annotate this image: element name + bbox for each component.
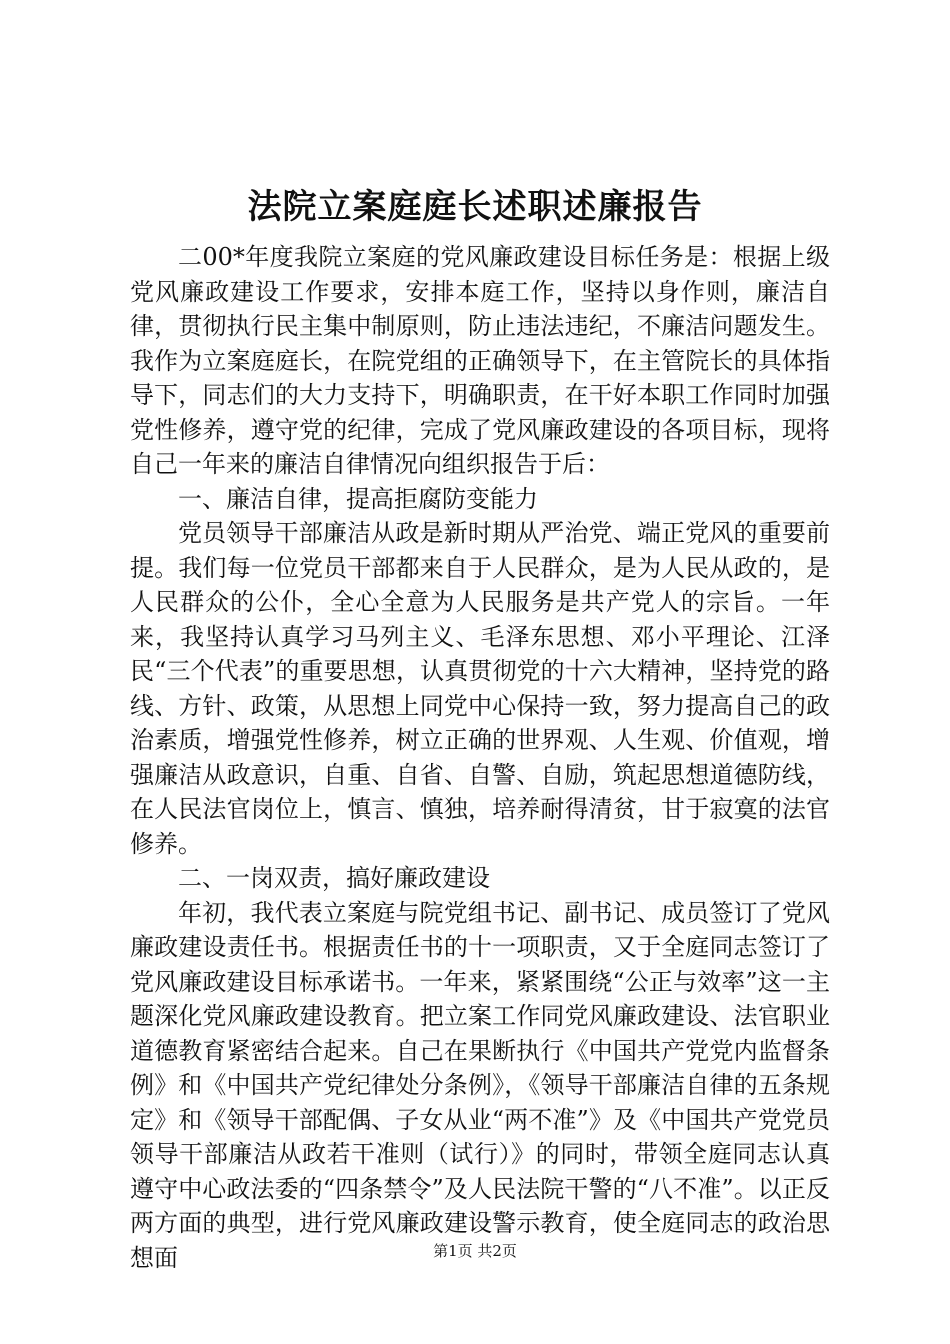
section-heading-2: 二、一岗双责，搞好廉政建设	[178, 864, 490, 892]
paragraph-intro: 二00*年度我院立案庭的党风廉政建设目标任务是：根据上级党风廉政建设工作要求，安排本庭工作，坚持以身作则，廉洁自律，贯彻执行民主集中制原则，防止违法违纪，不廉洁问题发生。我作为立案庭庭长，在院党组的正确领导下，在主管院长的具体指导下，同志们的大力支持下，明确职责，在干好本职工作同时加强党性修养，遵守党的纪律，完成了党风廉政建设的各项目标，现将自己一年来的廉洁自律情况向组织报告于后：	[130, 243, 830, 478]
paragraph-section-1: 党员领导干部廉洁从政是新时期从严治党、端正党风的重要前提。我们每一位党员干部都来自于人民群众，是为人民从政的，是人民群众的公仆，全心全意为人民服务是共产党人的宗旨。一年来，我坚持认真学习马列主义、毛泽东思想、邓小平理论、江泽民“三个代表”的重要思想，认真贯彻党的十六大精神，坚持党的路线、方针、政策，从思想上同党中心保持一致，努力提高自己的政治素质，增强党性修养，树立正确的世界观、人生观、价值观，增强廉洁从政意识，自重、自省、自警、自励，筑起思想道德防线，在人民法官岗位上，慎言、慎独，培养耐得清贫，甘于寂寞的法官修养。	[130, 519, 830, 858]
paragraph-section-2: 年初，我代表立案庭与院党组书记、副书记、成员签订了党风廉政建设责任书。根据责任书的十一项职责，又于全庭同志签订了党风廉政建设目标承诺书。一年来，紧紧围绕“公正与效率”这一主题深化党风廉政建设教育。把立案工作同党风廉政建设、法官职业道德教育紧密结合起来。自己在果断执行《中国共产党党内监督条例》和《中国共产党纪律处分条例》，《领导干部廉洁自律的五条规定》和《领导干部配偶、子女从业“两不准”》及《中国共产党党员领导干部廉洁从政若干准则（试行）》的同时，带领全庭同志认真遵守中心政法委的“四条禁令”及人民法院干警的“八不准”。以正反两方面的典型，进行党风廉政建设警示教育，使全庭同志的政治思想面	[130, 898, 830, 1272]
document-body	[130, 240, 830, 1275]
section-heading-1: 一、廉洁自律，提高拒腐防变能力	[178, 484, 538, 513]
document-title: 法院立案庭庭长述职述廉报告	[247, 187, 703, 227]
page-footer: 第1页 共2页	[433, 1242, 517, 1260]
